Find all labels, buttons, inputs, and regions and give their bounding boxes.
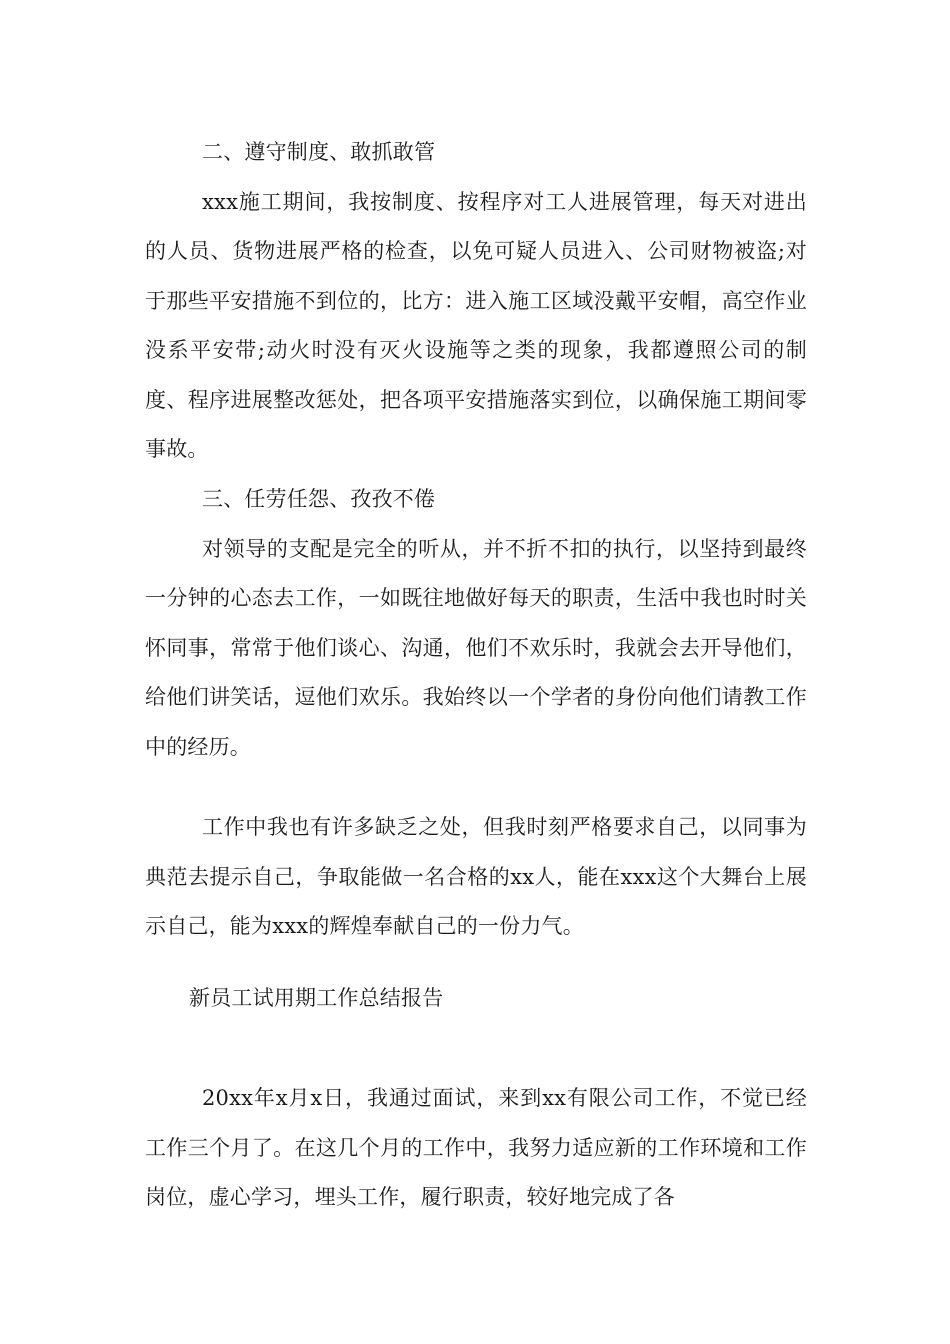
section-3 — [145, 475, 807, 772]
section-3-body: 对领导的支配是完全的听从，并不折不扣的执行，以坚持到最终一分钟的心态去工作，一如既往地做好每天的职责，生活中我也时时关怀同事，常常于他们谈心、沟通，他们不欢乐时，我就会去开导他们，给他们讲笑话，逗他们欢乐。我始终以一个学者的身份向他们请教工作中的经历。 — [145, 536, 807, 759]
report-intro: 20xx年x月x日，我通过面试，来到xx有限公司工作，不觉已经工作三个月了。在这几个月的工作中，我努力适应新的工作环境和工作岗位，虚心学习，埋头工作，履行职责，较好地完成了各 — [145, 1086, 807, 1209]
report-intro-block — [145, 1074, 807, 1223]
section-2-body: xxx施工期间，我按制度、按程序对工人进展管理，每天对进出的人员、货物进展严格的检查，以免可疑人员进入、公司财物被盗;对于那些平安措施不到位的，比方：进入施工区域没戴平安帽，高空作业没系平安带;动火时没有灭火设施等之类的现象，我都遵照公司的制度、程序进展整改惩处，把各项平安措施落实到位，以确保施工期间零事故。 — [145, 189, 807, 461]
closing-paragraph: 工作中我也有许多缺乏之处，但我时刻严格要求自己，以同事为典范去提示自己，争取能做一名合格的xx人，能在xxx这个大舞台上展示自己，能为xxx的辉煌奉献自己的一份力气。 — [145, 815, 807, 938]
closing-paragraph-block — [145, 803, 807, 952]
section-2-heading: 二、遵守制度、敢抓敢管 — [202, 140, 436, 164]
section-2 — [145, 128, 807, 475]
section-3-heading: 三、任劳任怨、孜孜不倦 — [202, 487, 436, 511]
report-title: 新员工试用期工作总结报告 — [189, 986, 444, 1010]
